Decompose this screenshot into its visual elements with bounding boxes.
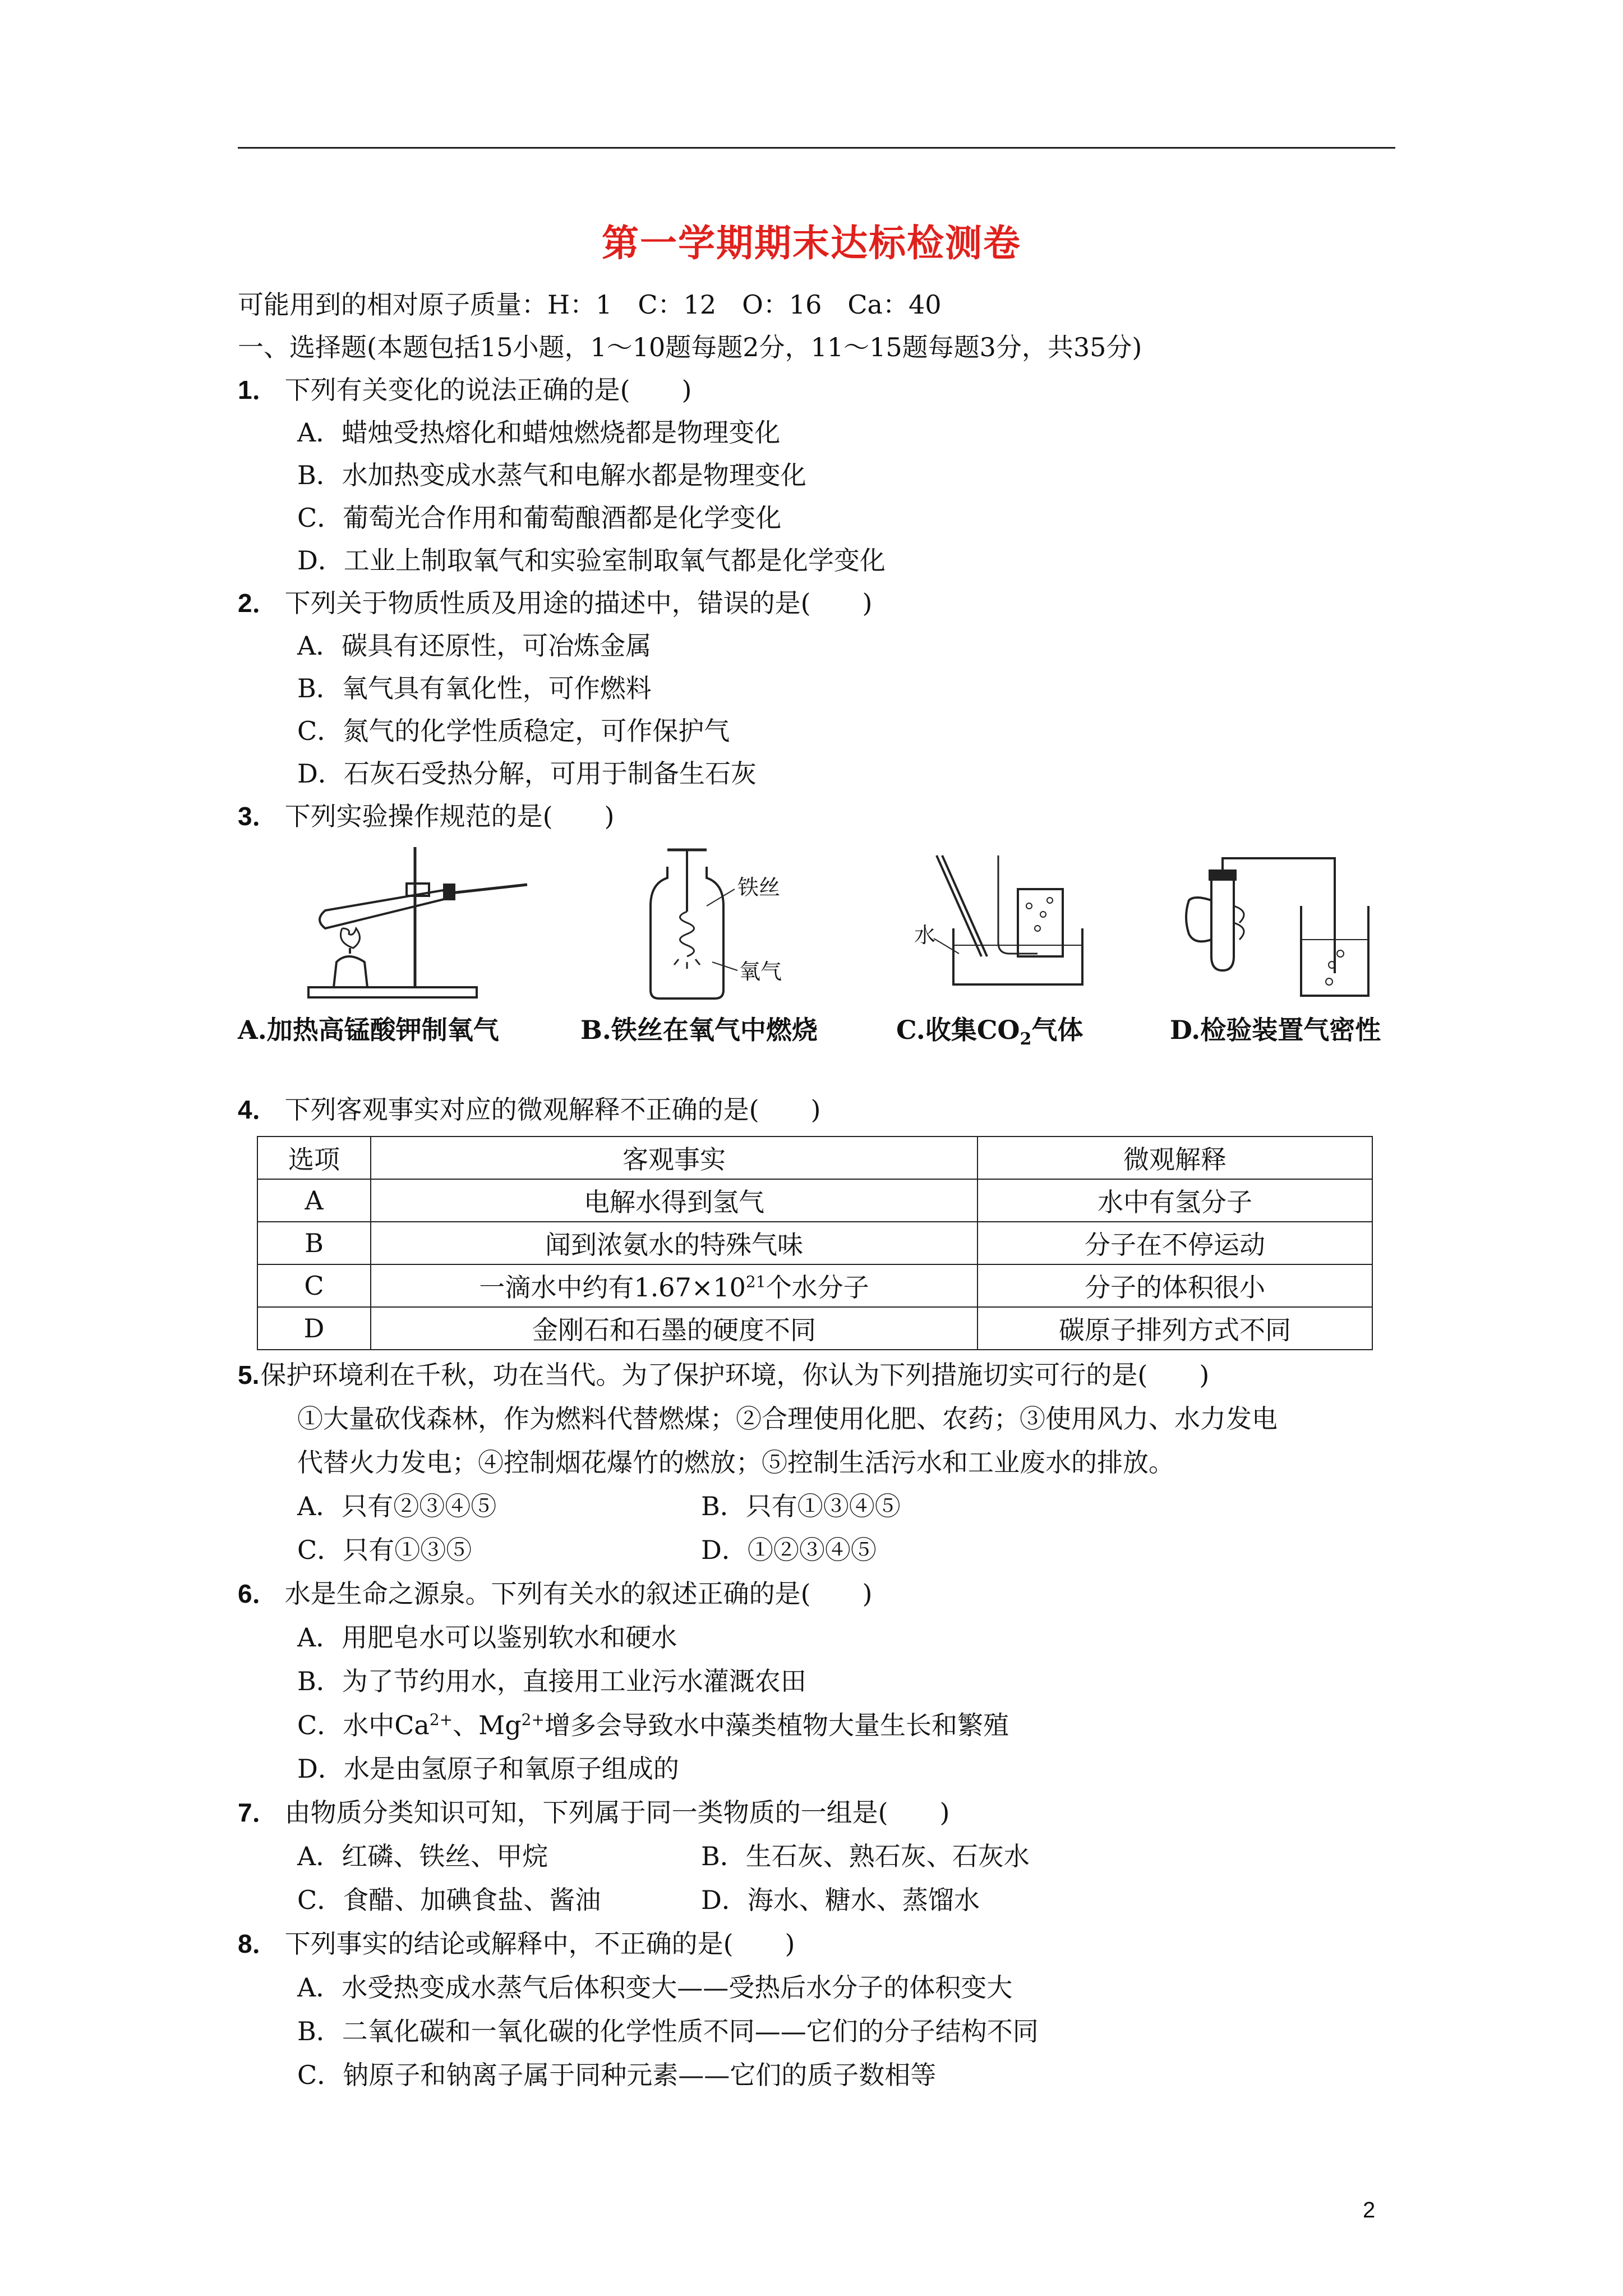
option-c: C．葡萄光合作用和葡萄酿酒都是化学变化 (297, 503, 782, 533)
option-a: A．用肥皂水可以鉴别软水和硬水 (297, 1622, 677, 1653)
cell-fact (371, 1264, 978, 1307)
figure-b-iron-burning (634, 844, 869, 1007)
option-b: B．二氧化碳和一氧化碳的化学性质不同——它们的分子结构不同 (297, 2016, 1039, 2046)
option-a: A．蜡烛受热熔化和蜡烛燃烧都是物理变化 (297, 417, 781, 448)
option-c-text-end: 增多会导致水中藻类植物大量生长和繁殖 (544, 1710, 1009, 1741)
cell-option: B (257, 1222, 371, 1264)
ca-charge: 2+ (429, 1710, 453, 1729)
question-7 (238, 1797, 950, 1828)
question-5-text-1: ①大量砍伐森林，作为燃料代替燃煤；②合理使用化肥、农药；③使用风力、水力发电 (297, 1404, 1278, 1434)
option-c-text-mid: 、Mg (453, 1710, 522, 1741)
cell-fact: 金刚石和石墨的硬度不同 (371, 1307, 978, 1350)
option-a: A．水受热变成水蒸气后体积变大——受热后水分子的体积变大 (297, 1972, 1013, 2003)
caption-c-text: C.收集CO (896, 1015, 1020, 1045)
table-row (257, 1264, 1372, 1307)
option-d: D．石灰石受热分解，可用于制备生石灰 (297, 758, 757, 789)
option-a: A．只有②③④⑤ (297, 1491, 497, 1521)
option-b: B．氧气具有氧化性，可作燃料 (297, 673, 652, 703)
question-4-table (257, 1136, 1373, 1350)
caption-d: D.检验装置气密性 (1170, 1015, 1381, 1045)
question-number: 8． (238, 1929, 278, 1958)
iron-wire-label: 铁丝 (737, 875, 781, 900)
question-stem: 由物质分类知识可知，下列属于同一类物质的一组是( ) (284, 1797, 950, 1828)
question-stem: 保护环境利在千秋，功在当代。为了保护环境，你认为下列措施切实可行的是( ) (260, 1360, 1210, 1390)
question-5 (238, 1362, 1209, 1388)
question-number: 5. (238, 1360, 260, 1389)
question-2 (238, 590, 873, 616)
water-trough-icon (903, 844, 1138, 1007)
question-stem: 下列实验操作规范的是( ) (284, 801, 615, 831)
question-number: 2． (238, 588, 278, 618)
question-4 (238, 1094, 821, 1125)
option-c: C．食醋、加碘食盐、酱油 (297, 1885, 601, 1915)
question-1 (238, 377, 692, 403)
question-number: 3． (238, 802, 278, 831)
caption-c-text-end: 气体 (1031, 1015, 1083, 1045)
question-stem: 下列有关变化的说法正确的是( ) (284, 375, 692, 405)
question-number: 7． (238, 1798, 278, 1827)
option-c (297, 1710, 1009, 1741)
header-option: 选项 (257, 1137, 371, 1179)
question-6 (238, 1581, 873, 1607)
heating-apparatus-icon (303, 844, 538, 1007)
table-row (257, 1307, 1372, 1350)
section-header: 一、选择题(本题包括15小题，1～10题每题2分，11～15题每题3分，共35分) (238, 332, 1142, 362)
test-tube-hand-icon (1172, 844, 1408, 1007)
fact-text: 一滴水中约有1.67×10 (479, 1272, 746, 1303)
header-fact: 客观事实 (371, 1137, 978, 1179)
option-a: A．碳具有还原性，可冶炼金属 (297, 631, 652, 661)
oxygen-label: 氧气 (739, 959, 782, 984)
cell-option: C (257, 1264, 371, 1307)
question-5-text-2: 代替火力发电；④控制烟花爆竹的燃放；⑤控制生活污水和工业废水的排放。 (297, 1447, 1174, 1478)
page-title: 第一学期期末达标检测卷 (602, 221, 1021, 265)
cell-option: D (257, 1307, 371, 1350)
question-stem: 下列客观事实对应的微观解释不正确的是( ) (284, 1094, 821, 1125)
water-label: 水 (914, 923, 936, 947)
option-b: B．只有①③④⑤ (701, 1491, 901, 1521)
top-rule (238, 147, 1395, 149)
question-number: 6． (238, 1579, 278, 1608)
option-b: B．水加热变成水蒸气和电解水都是物理变化 (297, 460, 806, 490)
option-c: C．钠原子和钠离子属于同种元素——它们的质子数相等 (297, 2060, 937, 2090)
caption-a: A.加热高锰酸钾制氧气 (238, 1015, 499, 1045)
question-stem: 下列关于物质性质及用途的描述中，错误的是( ) (284, 588, 873, 618)
question-stem: 水是生命之源泉。下列有关水的叙述正确的是( ) (284, 1579, 873, 1609)
caption-c (896, 1010, 1083, 1049)
cell-explanation: 分子在不停运动 (978, 1222, 1372, 1264)
cell-option: A (257, 1179, 371, 1222)
option-d: D．水是由氢原子和氧原子组成的 (297, 1754, 679, 1784)
gas-bottle-icon (634, 844, 869, 1007)
table-row (257, 1179, 1372, 1222)
question-3 (238, 803, 615, 829)
option-b: B．为了节约用水，直接用工业污水灌溉农田 (297, 1666, 806, 1696)
option-a: A．红磷、铁丝、甲烷 (297, 1841, 548, 1871)
question-8 (238, 1931, 795, 1957)
mg-charge: 2+ (521, 1710, 545, 1729)
option-d: D．海水、糖水、蒸馏水 (701, 1885, 980, 1915)
atomic-mass-note: 可能用到的相对原子质量：H：1 C：12 O：16 Ca：40 (238, 289, 942, 320)
caption-c-subscript: 2 (1020, 1029, 1032, 1050)
option-b: B．生石灰、熟石灰、石灰水 (701, 1841, 1030, 1871)
option-c-text: C．水中Ca (297, 1710, 430, 1741)
table-row (257, 1222, 1372, 1264)
figure-d-airtightness (1172, 844, 1408, 1007)
cell-explanation: 分子的体积很小 (978, 1264, 1372, 1307)
cell-fact: 电解水得到氢气 (371, 1179, 978, 1222)
cell-explanation: 碳原子排列方式不同 (978, 1307, 1372, 1350)
cell-explanation: 水中有氢分子 (978, 1179, 1372, 1222)
header-explanation: 微观解释 (978, 1137, 1372, 1179)
option-d: D．①②③④⑤ (701, 1535, 877, 1565)
page-number: 2 (1363, 2198, 1376, 2223)
option-c: C．只有①③⑤ (297, 1535, 472, 1565)
option-c: C．氮气的化学性质稳定，可作保护气 (297, 716, 730, 746)
fact-superscript: 21 (745, 1272, 766, 1291)
figure-a-heating-apparatus (303, 844, 538, 1007)
caption-b: B.铁丝在氧气中燃烧 (580, 1015, 818, 1045)
question-number: 1． (238, 375, 278, 404)
fact-text-end: 个水分子 (766, 1272, 869, 1303)
figure-c-collect-co2 (903, 844, 1138, 1007)
question-number: 4． (238, 1095, 278, 1124)
question-stem: 下列事实的结论或解释中，不正确的是( ) (284, 1929, 795, 1959)
cell-fact: 闻到浓氨水的特殊气味 (371, 1222, 978, 1264)
table-header-row (257, 1137, 1372, 1179)
option-d: D．工业上制取氧气和实验室制取氧气都是化学变化 (297, 545, 886, 576)
